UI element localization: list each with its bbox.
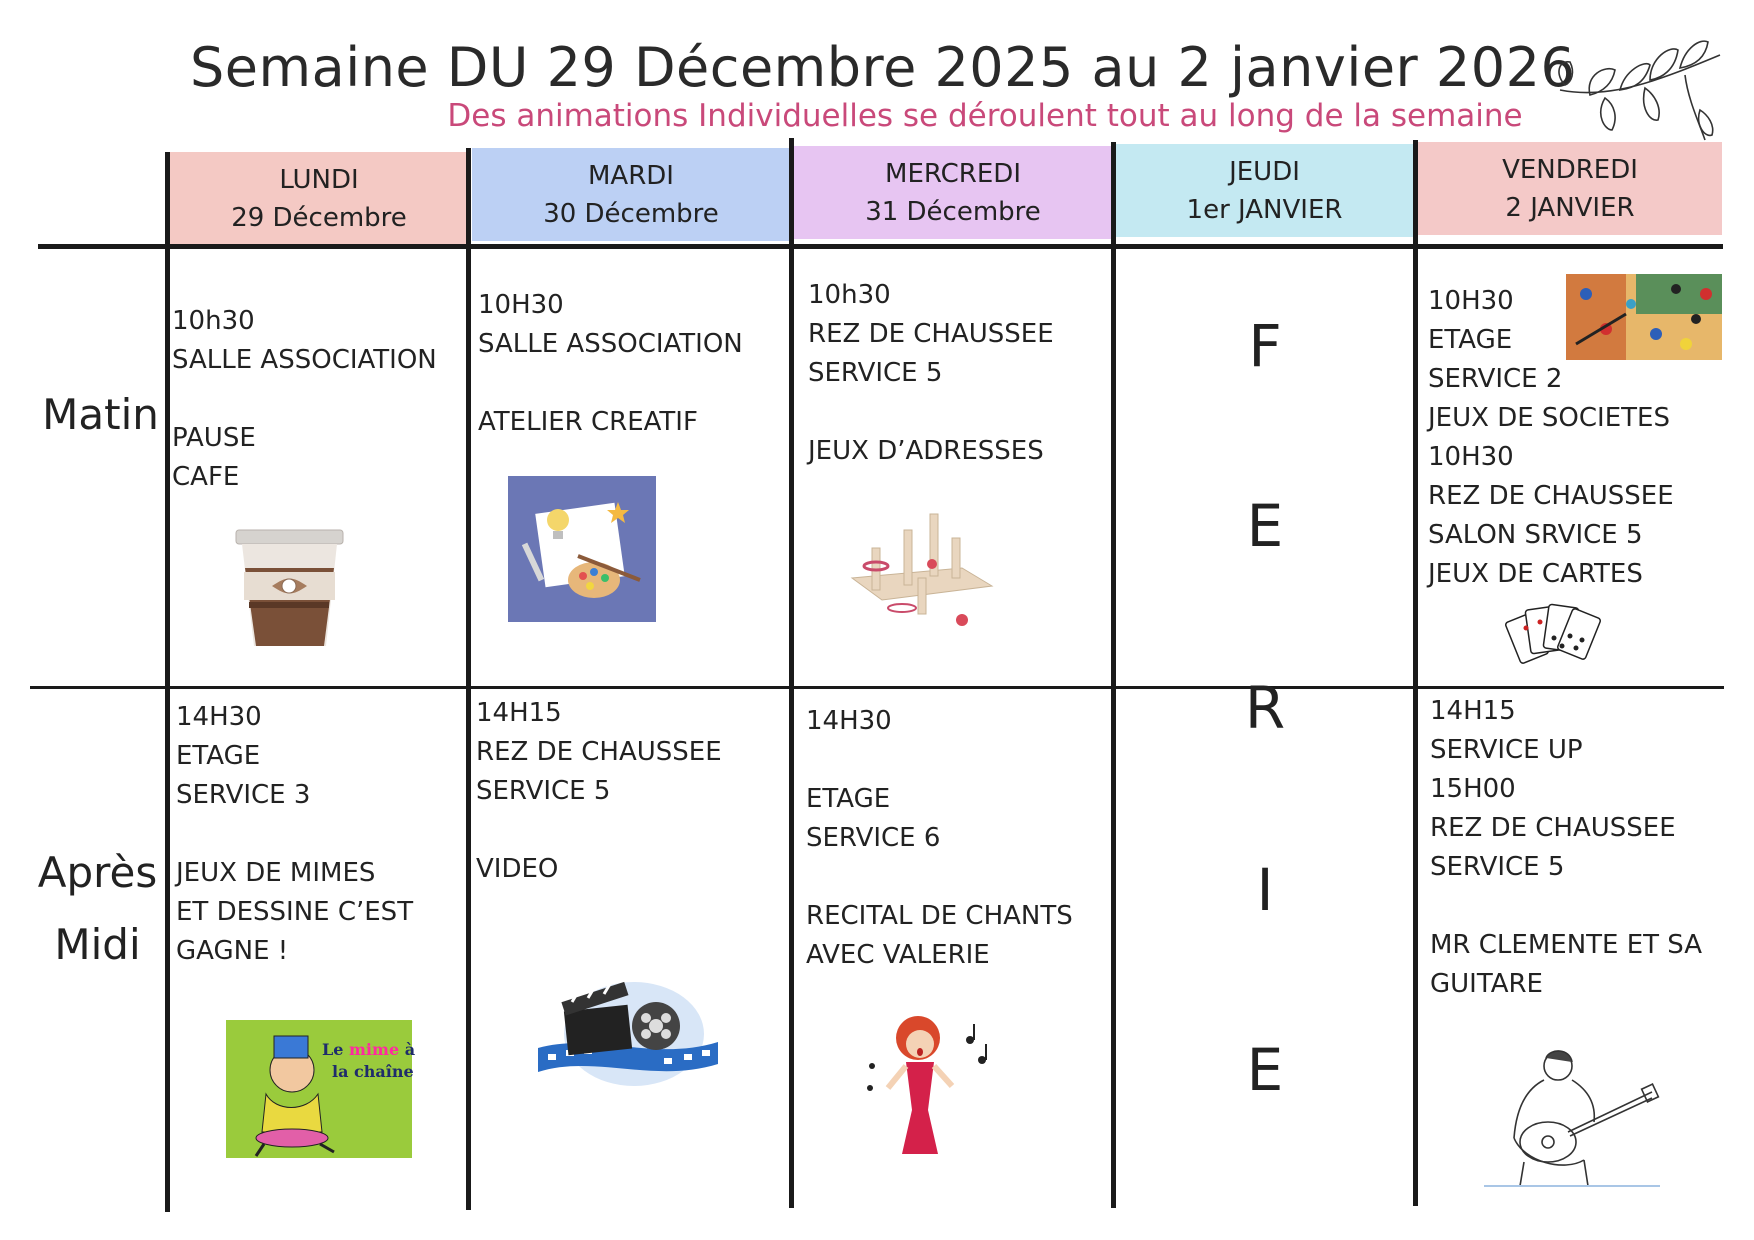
cell-line	[478, 364, 743, 403]
cell-line: SALLE ASSOCIATION	[172, 345, 437, 375]
cell-line: GAGNE !	[176, 936, 289, 966]
cell-line: SALON SRVICE 5	[1428, 520, 1643, 550]
mime-text: à	[399, 1040, 416, 1059]
cell-mardi-afternoon	[476, 694, 722, 889]
cell-line: SERVICE 5	[476, 776, 611, 806]
leaf-branch-icon	[1550, 30, 1730, 145]
cell-line	[172, 380, 437, 419]
coffee-cup-icon	[232, 528, 347, 650]
page-title: Semaine DU 29 Décembre 2025 au 2 janvier 2026	[190, 36, 1576, 99]
cell-line: ETAGE	[1428, 325, 1513, 355]
cell-mardi-morning	[478, 286, 743, 442]
column-line-2	[466, 148, 471, 1210]
cell-line: 10h30	[808, 280, 891, 310]
midday-line	[30, 686, 1724, 689]
ferie-letter: I	[1256, 856, 1274, 924]
day-name: LUNDI	[279, 164, 359, 195]
cell-line: 10H30	[1428, 286, 1514, 316]
cell-line: VIDEO	[476, 854, 559, 884]
cell-line: 10H30	[478, 290, 564, 320]
singer-icon	[862, 1010, 998, 1160]
cell-line: ET DESSINE C’EST	[176, 897, 414, 927]
cell-line: JEUX DE SOCIETES	[1428, 403, 1670, 433]
cell-line: AVEC VALERIE	[806, 940, 990, 970]
ferie-letter: R	[1244, 674, 1286, 742]
cell-line: SALLE ASSOCIATION	[478, 329, 743, 359]
mime-text-highlight: mime	[349, 1040, 400, 1059]
header-vendredi	[1418, 142, 1722, 235]
day-date: 30 Décembre	[543, 198, 719, 229]
cell-lundi-afternoon	[176, 698, 413, 971]
film-clapper-icon	[534, 968, 722, 1094]
cell-line	[176, 815, 413, 854]
cell-line: SERVICE 2	[1428, 364, 1563, 394]
cell-line: SERVICE 5	[808, 358, 943, 388]
cell-line: REZ DE CHAUSSEE	[1430, 813, 1676, 843]
page-subtitle: Des animations Individuelles se déroulent tout au long de la semaine	[447, 98, 1523, 134]
board-game-icon	[1566, 274, 1722, 360]
playing-cards-icon	[1504, 598, 1606, 672]
row-label-morning: Matin	[42, 390, 159, 439]
header-lundi	[170, 152, 468, 245]
cell-line: REZ DE CHAUSSEE	[476, 737, 722, 767]
cell-line: REZ DE CHAUSSEE	[1428, 481, 1674, 511]
cell-line	[806, 858, 1073, 897]
row-label-afternoon-2: Midi	[54, 920, 141, 969]
cell-line	[806, 741, 1073, 780]
guitarist-icon	[1484, 1042, 1660, 1188]
cell-line	[808, 393, 1054, 432]
cell-line: 14H30	[176, 702, 262, 732]
column-line-1	[165, 152, 170, 1212]
cell-lundi-morning	[172, 302, 437, 497]
ring-toss-icon	[842, 508, 1000, 632]
ferie-letter: E	[1246, 1036, 1284, 1104]
mime-text: Le	[322, 1040, 349, 1059]
day-date: 29 Décembre	[231, 202, 407, 233]
cell-line: JEUX D’ADRESSES	[808, 436, 1044, 466]
row-label-afternoon-1: Après	[37, 848, 158, 897]
cell-line: PAUSE	[172, 423, 256, 453]
mime-text-line2: la chaîne	[332, 1062, 414, 1081]
cell-line: SERVICE UP	[1430, 735, 1583, 765]
cell-line: 10h30	[172, 306, 255, 336]
ferie-letter: E	[1246, 492, 1284, 560]
header-mardi	[472, 148, 790, 241]
cell-vendredi-afternoon	[1430, 692, 1702, 1004]
day-date: 31 Décembre	[865, 196, 1041, 227]
mime-illustration-icon	[226, 1020, 416, 1158]
cell-line: ETAGE	[806, 784, 891, 814]
cell-mercredi-afternoon	[806, 702, 1073, 975]
creative-palette-icon	[508, 476, 656, 622]
cell-line: 14H30	[806, 706, 892, 736]
cell-mercredi-morning	[808, 276, 1054, 471]
day-name: MARDI	[588, 160, 674, 191]
cell-line: JEUX DE CARTES	[1428, 559, 1643, 589]
cell-line: 14H15	[1430, 696, 1516, 726]
cell-line: ATELIER CREATIF	[478, 407, 698, 437]
ferie-letter: F	[1248, 312, 1282, 380]
cell-line: MR CLEMENTE ET SA	[1430, 930, 1703, 960]
cell-line: SERVICE 3	[176, 780, 311, 810]
day-date: 1er JANVIER	[1186, 194, 1343, 225]
ferie-vertical-text	[1115, 0, 1415, 1240]
day-name: MERCREDI	[885, 158, 1021, 189]
cell-line: REZ DE CHAUSSEE	[808, 319, 1054, 349]
day-name: JEUDI	[1229, 156, 1300, 187]
day-name: VENDREDI	[1502, 154, 1638, 185]
cell-line: RECITAL DE CHANTS	[806, 901, 1073, 931]
cell-line: JEUX DE MIMES	[176, 858, 376, 888]
cell-line: SERVICE 6	[806, 823, 941, 853]
cell-line: GUITARE	[1430, 969, 1543, 999]
header-bottom-line	[38, 244, 1723, 249]
cell-line: SERVICE 5	[1430, 852, 1565, 882]
cell-line: 14H15	[476, 698, 562, 728]
cell-line: ETAGE	[176, 741, 261, 771]
cell-line: CAFE	[172, 462, 240, 492]
cell-line	[476, 811, 722, 850]
column-line-3	[789, 138, 794, 1208]
day-date: 2 JANVIER	[1505, 192, 1635, 223]
header-mercredi	[794, 146, 1112, 239]
cell-line: 10H30	[1428, 442, 1514, 472]
cell-line: 15H00	[1430, 774, 1516, 804]
cell-line	[1430, 887, 1702, 926]
